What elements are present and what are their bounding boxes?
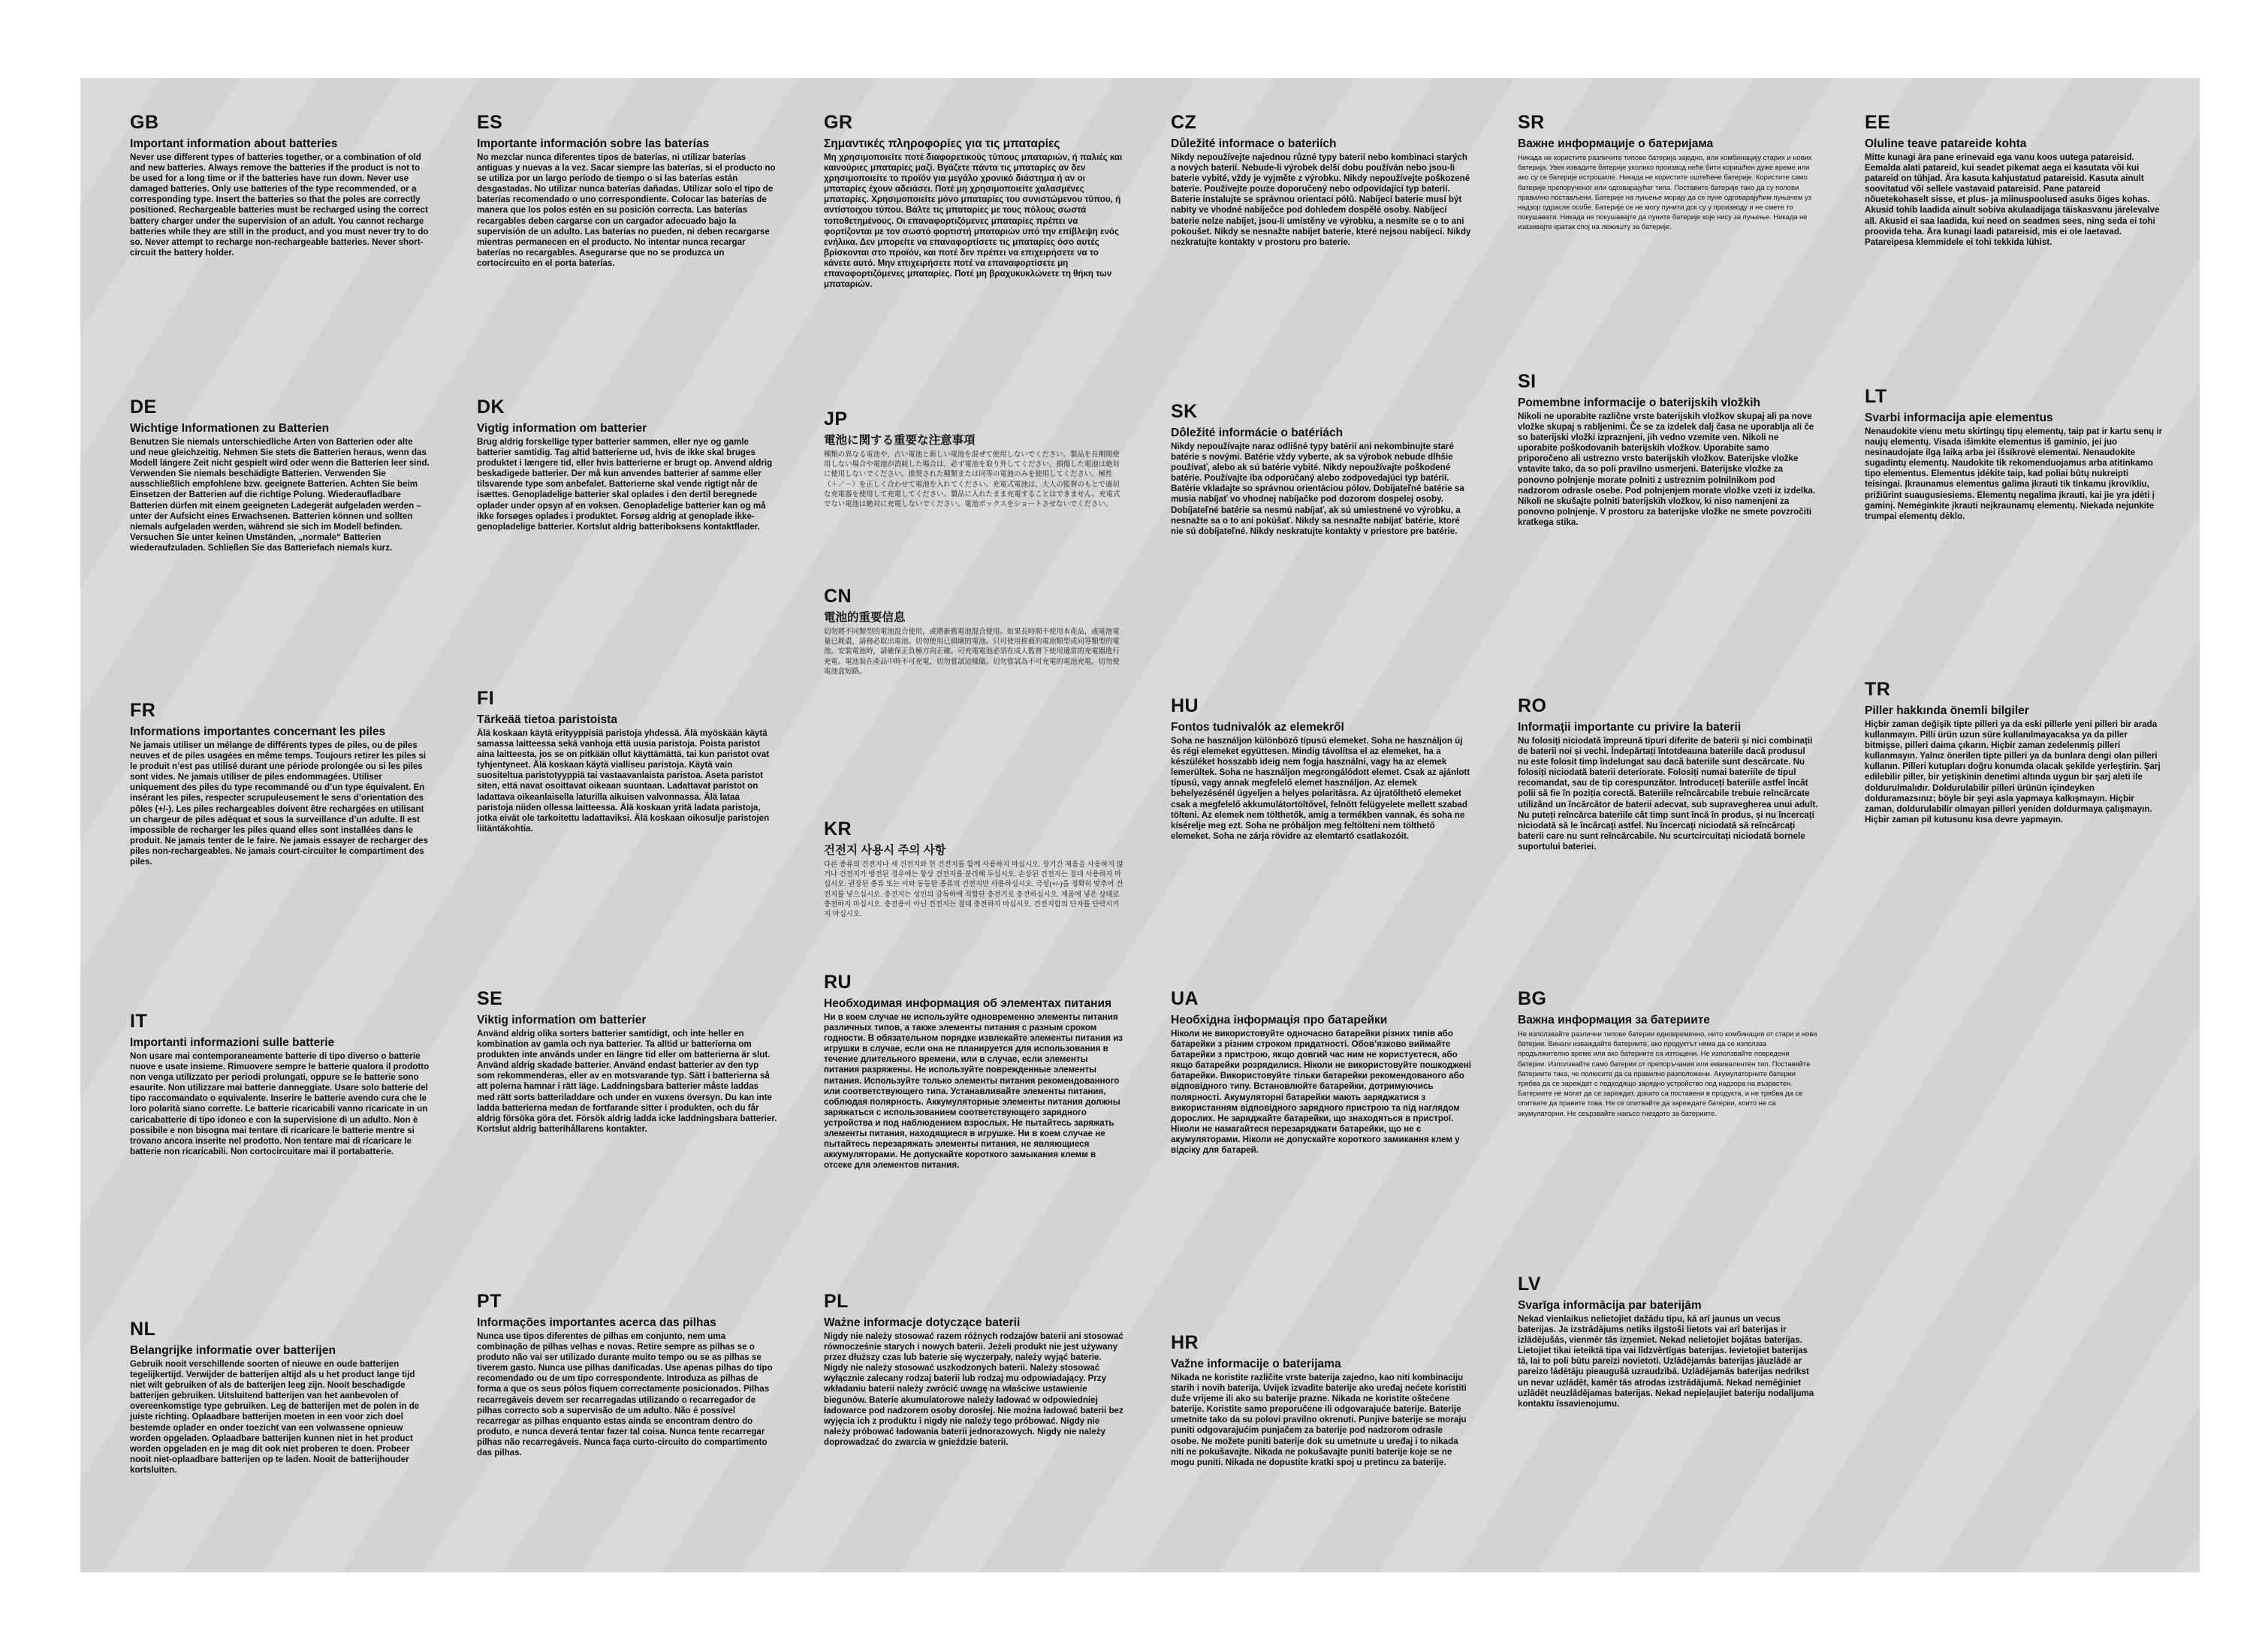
section-it bbox=[130, 1011, 430, 1157]
section-body: Ни в коем случае не используйте одновременно элементы питания различных типов, а также элементы питания с разным сроком годности. В обязательном порядке извлекайте элементы питания из игрушки в случае, если она не планируется для использования в течение длительного времени, или в случае, если элементы питания разряжены. Не используйте поврежденные элементы питания. Используйте только элементы питания рекомендованного или соответствующего типа. Устанавливайте элементы питания, соблюдая полярность. Аккумуляторные элементы питания должны заряжаться с использованием соответствующего зарядного устройства и под наблюдением взрослых. Не пытайтесь заряжать элементы питания, находящиеся в игрушке. Ни в коем случае не пытайтесь перезаряжать элементы питания, не являющиеся аккумуляторами. Не допускайте короткого замыкания клемм в отсеке для элементов питания. bbox=[824, 1012, 1123, 1171]
section-nl bbox=[130, 1319, 430, 1476]
section-pl bbox=[824, 1291, 1124, 1448]
section-title: 電池に関する重要な注意事項 bbox=[824, 434, 976, 447]
section-body: Benutzen Sie niemals unterschiedliche Arten von Batterien oder alte und neue gleichzeitig. Nehmen Sie stets die Batterien heraus, wenn das Modell längere Zeit nicht gespielt wird oder wenn die Batterien leer sind. Verwenden Sie niemals beschädigte Batterien. Verwenden Sie ausschließlich empfohlene bzw. geeignete Batterien. Achten Sie beim Einsetzen der Batterien auf die richtige Polung. Wiederaufladbare Batterien dürfen mit einem geeigneten Ladegerät aufgeladen werden – unter der Aufsicht eines Erwachsenen. Batterien können und sollten niemals aufgeladen werden, während sie sich im Modell befinden. Versuchen Sie unter keinen Umständen, „normale“ Batterien wiederaufzuladen. Schließen Sie das Batteriefach niemals kurz. bbox=[130, 437, 430, 553]
language-code: RU bbox=[824, 972, 852, 993]
section-body: Никада не користите различите типове батерија заједно, или комбинацију старих и нових батерија. Увек извадите батерије уколико производ неће бити коришћен дуже време или ако су се батерије истрошиле. Никада не користите оштећене батерије. Користите само батерије препорученог или одговарајућег типа. Поставите батерије тако да су полови правилно постављени. Батерије на пуњење морају да се пуне одговарајућим пуњачем уз надзор одрасле особе. Батерије се не могу пунити док су у производу и не смете то покушавати. Никада не покушавајте да пуните батерије које нису за пуњење. Никада не изазивајте кратак спој на лежишту за батерије. bbox=[1518, 153, 1812, 231]
section-title: Ważne informacje dotyczące baterii bbox=[824, 1316, 1021, 1329]
language-code: SR bbox=[1518, 112, 1545, 133]
section-es bbox=[477, 112, 777, 269]
language-code: KR bbox=[824, 818, 852, 840]
section-body: 種類の異なる電池や、古い電池と新しい電池を混ぜて使用しないでください。製品を長期間使用しない場合や電池が消耗した場合は、必ず電池を取り外してください。損傷した電池は絶対に使用しないでください。推奨された種類または同等の電池のみを使用してください。極性（＋／－）を正しく合わせて電池を入れてください。充電式電池は、大人の監督のもとで適切な充電器を使用して充電してください。製品に入れたまま充電することはできません。充電式でない電池は絶対に充電しないでください。電池ボックスをショートさせないでください。 bbox=[824, 450, 1120, 508]
section-body: No mezclar nunca diferentes tipos de baterías, ni utilizar baterías antiguas y nuevas a la vez. Sacar siempre las baterías, si el producto no se utiliza por un largo período de tiempo o si las baterías están desgastadas. No utilizar nunca baterías dañadas. Utilizar solo el tipo de baterías recomendado o uno correspondiente. Colocar las baterías de manera que los polos estén en su posición correcta. Las baterías recargables deben cargarse con un cargador adecuado bajo la supervisión de un adulto. Las baterías no pueden, ni deben recargarse mientras permanecen en el producto. No intentar nunca recargar baterías no recargables. Asegurarse que no se produzca un cortocircuito en el porta baterías. bbox=[477, 152, 776, 268]
section-title: Важне информације о батеријама bbox=[1518, 137, 1714, 150]
language-code: HR bbox=[1171, 1332, 1199, 1353]
section-title: Важна информация за батериите bbox=[1518, 1014, 1710, 1026]
section-body: Älä koskaan käytä erityyppisiä paristoja yhdessä. Älä myöskään käytä samassa laitteessa sekä vanhoja että uusia paristoja. Poista paristot aina laitteesta, jos se on pitkään ollut käyttämättä, tai kun paristot ovat tyhjentyneet. Älä koskaan käytä vialliseu paristoja. Käytä vain suositeltua paristotyyppiä tai vastaavanlaista paristoa. Aseta paristot siten, että navat osoittavat oikeaan suuntaan. Ladattavat paristot on ladattava oikeanlaisella laturilla aikuisen valvonnassa. Älä lataa paristoja niiden ollessa laitteessa. Älä koskaan yritä ladata paristoja, jotka eivät ole tarkoitettu ladattaviksi. Älä koskaan oikosulje paristojen liitäntäkohtia. bbox=[477, 728, 770, 834]
section-title: Dôležité informácie o batériách bbox=[1171, 427, 1344, 439]
section-body: Nikdy nepoužívejte najednou různé typy baterií nebo kombinaci starých a nových baterií. Nebude-li výrobek delší dobu používán nebo jsou-li baterie vybité, vždy je vyjměte z výrobku. Nikdy nepoužívejte poškozené baterie. Používejte pouze doporučený nebo odpovídající typ baterií. Baterie instalujte se správnou orientací pólů. Nabíjecí baterie musí být nabity ve vhodné nabíječce pod dohledem dospělé osoby. Nabíjecí baterie nelze nabíjet, jsou-li umístěny ve výrobku, a nesmíte se o to ani pokoušet. Nikdy se nesnažte nabíjet baterie, které nejsou nabíjecí. Nikdy nezkratujte kontakty v prostoru pro baterie. bbox=[1171, 152, 1471, 247]
section-title: Pomembne informacije o baterijskih vložkih bbox=[1518, 396, 1761, 409]
section-title: Необходимая информация об элементах питания bbox=[824, 997, 1112, 1010]
section-body: Ne jamais utiliser un mélange de différents types de piles, ou de piles neuves et de piles usagées en même temps. Toujours retirer les piles si le produit n’est pas utilisé durant une période prolongée ou si les piles sont vides. Ne jamais utiliser de piles endommagées. Utiliser uniquement des piles du type recommandé ou d’un type équivalent. En insérant les piles, respecter scrupuleusement le sens d’orientation des pôles (+/-). Les piles rechargeables doivent être rechargées en utilisant un chargeur de piles adéquat et sous la surveillance d’un adulte. Il est impossible de recharger les piles quand elles sont installées dans le produit. Ne jamais tenter de le faire. Ne jamais essayer de recharger des piles non-rechargeables. Ne jamais court-circuiter le compartiment des piles. bbox=[130, 740, 428, 867]
section-se bbox=[477, 988, 777, 1135]
section-sr bbox=[1518, 112, 1818, 232]
section-title: Svarbi informacija apie elementus bbox=[1865, 411, 2053, 424]
section-cz bbox=[1171, 112, 1471, 248]
section-sk bbox=[1171, 401, 1471, 537]
language-code: HU bbox=[1171, 695, 1199, 716]
section-hu bbox=[1171, 695, 1471, 842]
section-fi bbox=[477, 688, 777, 834]
language-code: GR bbox=[824, 112, 853, 133]
section-title: Belangrijke informatie over batterijen bbox=[130, 1344, 336, 1357]
language-code: BG bbox=[1518, 988, 1547, 1009]
section-title: Σημαντικές πληροφορίες για τις μπαταρίες bbox=[824, 137, 1060, 150]
section-ru bbox=[824, 972, 1124, 1171]
section-body: Never use different types of batteries together, or a combination of old and new batteries. Always remove the batteries if the product is not to be used for a long time or if the batteries have run down. Never use damaged batteries. Only use batteries of the type recommended, or a corresponding type. Insert the batteries so that the poles are correctly positioned. Rechargeable batteries must be recharged using the correct battery charger under the supervision of an adult. You cannot recharge batteries while they are still in the product, and you must never try to do so. Never attempt to recharge non-rechargeable batteries. Never short-circuit the battery holder. bbox=[130, 152, 429, 258]
language-code: PL bbox=[824, 1291, 849, 1312]
section-body: Nikdy nepoužívajte naraz odlišné typy batérií ani nekombinujte staré batérie s novými. Batérie vždy vyberte, ak sa výrobok nebude dlhšie používať, alebo ak sú batérie vybité. Nikdy nepoužívajte poškodené batérie. Používajte iba odporúčaný alebo zodpovedajúci typ batérií. Batérie vkladajte so správnou orientáciou pólov. Dobíjateľné batérie sa musia nabíjať vo vhodnej nabíjačke pod dozorom dospelej osoby. Dobíjateľné batérie sa nesmú nabíjať, ak sú umiestnené vo výrobku, a nesnažte sa o to ani pokúšať. Nikdy sa nesnažte nabíjať batérie, ktoré nie sú dobíjateľné. Nikdy neskratujte kontakty v priestore pre batérie. bbox=[1171, 442, 1464, 536]
section-gb bbox=[130, 112, 430, 258]
section-body: Не използвайте различни типове батерии едновременно, нито комбинация от стари и нови батерии. Винаги изваждайте батериите, ако продуктът няма да се използва продължително време или ако батериите са изтощени. Не използвайте повредени батерии. Използвайте само батерии от препоръчания или еквивалентен тип. Поставяйте батериите така, че полюсите да са правилно разположени. Акумулаторните батерии трябва да се зареждат с подходящо зарядно устройство под надзора на възрастен. Батериите не могат да се зареждат, докато са поставени в продукта, и не трябва да се опитвате да правите това. Не се опитвайте да зареждате батерии, които не са акумулаторни. Не свързвайте накъсо гнездото за батериите. bbox=[1518, 1029, 1817, 1117]
section-ro bbox=[1518, 695, 1818, 852]
language-code: GB bbox=[130, 112, 159, 133]
section-body: Nigdy nie należy stosować razem różnych rodzajów baterii ani stosować równocześnie starych i nowych baterii. Jeżeli produkt nie jest używany przez dłuższy czas lub baterie się wyczerpały, należy wyjąć baterie. Nigdy nie należy stosować uszkodzonych baterii. Należy stosować wyłącznie zalecany rodzaj baterii lub rodzaj mu odpowiadający. Przy wkładaniu baterii należy zwrócić uwagę na właściwe ustawienie biegunów. Baterie akumulatorowe należy ładować w odpowiedniej ładowarce pod nadzorem osoby dorosłej. Nie można ładować baterii bez wyjęcia ich z produktu i nigdy nie należy tego próbować. Nigdy nie należy próbować ładowania baterii jednorazowych. Nigdy nie należy doprowadzać do zwarcia w gnieździe baterii. bbox=[824, 1331, 1123, 1447]
language-code: SK bbox=[1171, 401, 1198, 422]
language-code: JP bbox=[824, 408, 848, 430]
section-kr bbox=[824, 818, 1124, 918]
section-ee bbox=[1865, 112, 2165, 248]
section-title: Informações importantes acerca das pilhas bbox=[477, 1316, 716, 1329]
section-title: Oluline teave patareide kohta bbox=[1865, 137, 2027, 150]
language-code: LV bbox=[1518, 1274, 1542, 1295]
section-pt bbox=[477, 1291, 777, 1458]
section-body: Nekad vienlaikus nelietojiet dažādu tipu, kā arī jaunus un vecus baterijas. Ja izstrādājums netiks ilgstoši lietots vai arī baterijas ir izlādējušās, vienmēr tās izņemiet. Nekad nelietojiet bojātas baterijas. Lietojiet tikai ieteiktā tipa vai līdzvērtīgas baterijas. Ievietojiet baterijas tā, lai to poli būtu pareizi novietoti. Uzlādējamās baterijas jāuzlādē ar pareizo lādētāju pieaugušā uzraudzībā. Uzlādējamās baterijas nedrīkst un nevar uzlādēt, kamēr tās atrodas izstrādājumā. Nekad nemēģiniet uzlādēt neuzlādējamas baterijas. Nekad nepieļaujiet bateriju nodalījuma kontaktu īssavienojumu. bbox=[1518, 1314, 1814, 1409]
section-body: 切勿將不同類型的電池混合使用，或將新舊電池混合使用。如果長時間不使用本產品，或電池電量已耗盡，請務必取出電池。切勿使用已損壞的電池。只可使用推薦的電池類型或同等類型的電池。安裝電池時，請確保正負極方向正確。可充電電池必須在成人監督下使用適當的充電器進行充電。電池裝在產品中時不可充電，切勿嘗試這樣做。切勿嘗試為不可充電的電池充電。切勿使電池盒短路。 bbox=[824, 627, 1120, 675]
language-code: NL bbox=[130, 1319, 156, 1340]
section-title: Vigtig information om batterier bbox=[477, 422, 647, 435]
section-body: Använd aldrig olika sorters batterier samtidigt, och inte heller en kombination av gamla och nya batterier. Ta alltid ur batterierna om produkten inte används under en längre tid eller om batterierna är slut. Använd aldrig skadade batterier. Använd endast batterier av den typ som rekommenderas, eller av en motsvarande typ. Sätt i batterierna så att polerna hamnar i rätt läge. Laddningsbara batterier måste laddas med rätt sorts batteriladdare och under en vuxens översyn. Du kan inte ladda batterierna medan de fortfarande sitter i produkten, och du får aldrig försöka göra det. Försök aldrig ladda icke laddningsbara batterier. Kortslut aldrig batterihållarens kontakter. bbox=[477, 1029, 777, 1134]
section-body: Nu folosiți niciodată împreună tipuri diferite de baterii și nici combinații de baterii noi și vechi. Îndepărtați întotdeauna bateriile dacă produsul nu este folosit timp îndelungat sau dacă bateriile sunt descărcate. Nu folosiți niciodată baterii deteriorate. Folosiți numai bateriile de tipul recomandat, sau de tip corespunzător. Introduceți bateriile astfel încât polii să fie în poziția corectă. Bateriile reîncărcabile trebuie reîncărcate utilizând un încărcător de baterii adecvat, sub supravegherea unui adult. Nu puteți reîncărca bateriile cât timp sunt încă în produs, și nu încercați niciodată să le încărcați astfel. Nu încercați niciodată să reîncărcați baterii care nu sunt reîncărcabile. Nu scurtcircuitați niciodată bornele suportului bateriei. bbox=[1518, 736, 1818, 852]
language-code: ES bbox=[477, 112, 503, 133]
language-code: SE bbox=[477, 988, 503, 1009]
section-title: Fontos tudnivalók az elemekről bbox=[1171, 721, 1344, 734]
section-body: 다른 종류의 건전지나 새 건전지와 헌 건전지를 함께 사용하지 마십시오. 장기간 제품을 사용하지 않거나 건전지가 방전된 경우에는 항상 건전지를 분리해 두십시오. 손상된 건전지는 절대 사용하지 마십시오. 권장된 종류 또는 이와 동등한 종류의 건전지만 사용하십시오. 극성(+/-)을 정확히 맞추어 건전지를 넣으십시오. 충전지는 성인의 감독하에 적합한 충전기로 충전하십시오. 제품에 넣은 상태로 충전하지 마십시오. 충전용이 아닌 건전지는 절대 충전하지 마십시오. 건전지함의 단자를 단락시키지 마십시오. bbox=[824, 860, 1123, 918]
section-cn bbox=[824, 586, 1124, 676]
section-body: Ніколи не використовуйте одночасно батарейки різних типів або батарейки з різним строком придатності. Обов’язково виймайте батарейки з пристрою, якщо довгий час ним не користуєтеся, або якщо батарейки розрядилися. Ніколи не використовуйте пошкоджені батарейки. Використовуйте тільки батарейки рекомендованого або відповідного типу. Встановлюйте батарейки, дотримуючись полярності. Акумуляторні батарейки мають заряджатися з використанням відповідного зарядного пристрою та під наглядом дорослих. Не заряджайте батарейки, що знаходяться в пристрої. Ніколи не намагайтеся перезаряджати батарейки, що не є акумуляторами. Ніколи не допускайте короткого замикання клем у відсіку для батарей. bbox=[1171, 1029, 1472, 1156]
section-gr bbox=[824, 112, 1124, 290]
section-lv bbox=[1518, 1274, 1818, 1409]
section-title: Důležité informace o bateriích bbox=[1171, 137, 1337, 150]
language-code: FR bbox=[130, 700, 156, 721]
language-code: SI bbox=[1518, 371, 1537, 392]
section-title: Viktig information om batterier bbox=[477, 1014, 647, 1026]
language-code: CZ bbox=[1171, 112, 1197, 133]
section-body: Brug aldrig forskellige typer batterier sammen, eller nye og gamle batterier samtidig. Tag altid batterierne ud, hvis de ikke skal bruges produktet i længere tid, eller hvis batterierne er brugt op. Anvend aldrig beskadigede batterier. Der må kun anvendes batterier af samme eller tilsvarende type som anbefalet. Batterierne skal vende rigtigt når de isættes. Genopladelige batterier skal oplades i den dertil beregnede oplader under opsyn af en voksen. Genopladelige batterier kan og må ikke forsøges oplades i produktet. Forsøg aldrig at genoplade ikke-genopladelige batterier. Kortslut aldrig batteriboksens kontaktflader. bbox=[477, 437, 773, 532]
language-code: DE bbox=[130, 396, 157, 418]
section-body: Nunca use tipos diferentes de pilhas em conjunto, nem uma combinação de pilhas velhas e novas. Retire sempre as pilhas se o produto não vai ser utilizado durante muito tempo ou se as pilhas se tiverem gasto. Nunca use pilhas danificadas. Use apenas pilhas do tipo recomendado ou de um tipo correspondente. Introduza as pilhas de forma a que os seus pólos fiquem correctamente posicionados. Pilhas recarregáveis devem ser recarregadas utilizando o recarregador de pilhas correcto sob a supervisão de um adulto. Não é possível recarregar as pilhas enquanto estas ainda se encontram dentro do produto, e nunca deverá tentar fazer tal coisa. Nunca tente recarregar pilhas não recarregáveis. Nunca faça curto-circuito do compartimento das pilhas. bbox=[477, 1331, 773, 1458]
language-code: EE bbox=[1865, 112, 1891, 133]
section-de bbox=[130, 396, 430, 553]
section-title: 電池的重要信息 bbox=[824, 611, 906, 624]
section-si bbox=[1518, 371, 1818, 528]
language-code: RO bbox=[1518, 695, 1547, 716]
section-body: Hiçbir zaman değişik tipte pilleri ya da eski pillerle yeni pilleri bir arada kullanmayın. Pilli ürün uzun süre kullanılmayacaksa ya da piller bitmişse, pilleri daima çıkarın. Hiçbir zaman zedelenmiş pilleri kullanmayın. Yalnız önerilen tipte pilleri ya da bunlara dengi olan pilleri kullanın. Pilleri kutupları doğru konumda olacak şekilde yerleştirin. Şarj edilebilir piller, bir yetişkinin denetimi altında uygun bir şarj aleti ile doldurulmalıdır. Doldurulabilir pilleri ürünün içindeyken dolduramazsınız; böyle bir şeyi asla yapmaya kalkışmayın. Hiçbir zaman, doldurulabilir olmayan pilleri yeniden doldurmaya çalışmayın. Hiçbir zaman pil kutusunu kısa devre yapmayın. bbox=[1865, 719, 2161, 824]
section-title: Informații importante cu privire la baterii bbox=[1518, 721, 1742, 734]
section-title: Importante información sobre las baterías bbox=[477, 137, 710, 150]
language-code: TR bbox=[1865, 679, 1891, 700]
section-body: Nikada ne koristite različite vrste baterija zajedno, kao niti kombinaciju starih i novih baterija. Uvijek izvadite baterije ako uređaj nećete koristiti duže vrijeme ili ako su baterije prazne. Nikada ne koristite oštećene baterije. Koristite samo preporučene ili odgovarajuće baterije. Baterije umetnite tako da su polovi pravilno okrenuti. Punjive baterije se moraju puniti odgovarajućim punjačem za baterije pod nadzorom odrasle osobe. Ne možete puniti baterije dok su umetnute u uređaj i to nikada niti ne pokušavajte. Nikada ne pokušavajte puniti baterije koje se ne mogu puniti. Nikada ne dopustite kratki spoj u pretincu za baterije. bbox=[1171, 1373, 1467, 1467]
section-ua bbox=[1171, 988, 1471, 1156]
section-title: Tärkeää tietoa paristoista bbox=[477, 713, 617, 726]
language-code: FI bbox=[477, 688, 495, 709]
language-code: CN bbox=[824, 586, 852, 607]
section-fr bbox=[130, 700, 430, 867]
language-code: UA bbox=[1171, 988, 1199, 1009]
section-title: Importanti informazioni sulle batterie bbox=[130, 1036, 335, 1049]
section-body: Nenaudokite vienu metu skirtingų tipų elementų, taip pat ir kartu senų ir naujų elementų. Visada išimkite elementus iš gaminio, jei juo nesinaudojate ilgą laiką arba jei išsikrovė elementai. Nenaudokite sugadintų elementų. Naudokite tik rekomenduojamus arba atitinkamo tipo elementus. Elementus įdėkite taip, kad poliai būtų nukreipti teisingai. Įkraunamus elementus galima įkrauti tik tinkamu įkrovikliu, prižiūrint suaugusiesiems. Elementų negalima įkrauti, kai jie yra įdėti į gaminį. Nemėginkite įkrauti neįkraunamų elementų. Niekada nejunkite trumpai elementų dėklo. bbox=[1865, 427, 2163, 521]
section-body: Non usare mai contemporaneamente batterie di tipo diverso o batterie nuove e usate insieme. Rimuovere sempre le batterie qualora il prodotto non venga utilizzato per periodi prolungati, oppure se le batterie sono esaurite. Non utilizzare mai batterie danneggiate. Usare solo batterie del tipo raccomandato o equivalente. Inserire le batterie avendo cura che le loro polarità siano corrette. Le batterie ricaricabili vanno ricaricate in un caricabatterie di tipo idoneo e con la supervisione di un adulto. Non è possibile e non bisogna mai tentare di ricaricare le batterie mentre si trovano ancora inserite nel prodotto. Non tentare mai di ricaricare le batterie non ricaricabili. Non cortocircuitare mai il portabatterie. bbox=[130, 1051, 430, 1156]
section-title: Informations importantes concernant les piles bbox=[130, 725, 386, 738]
language-code: IT bbox=[130, 1011, 148, 1032]
section-hr bbox=[1171, 1332, 1471, 1468]
section-lt bbox=[1865, 386, 2165, 522]
section-title: Important information about batteries bbox=[130, 137, 338, 150]
section-body: Gebruik nooit verschillende soorten of nieuwe en oude batterijen tegelijkertijd. Verwijder de batterijen altijd als u het product lange tijd niet wilt gebruiken of als de batterijen leeg zijn. Nooit beschadigde batterijen gebruiken. Uitsluitend batterijen van het aanbevolen of overeenkomstige type gebruiken. Leg de batterijen met de polen in de juiste richting. Oplaadbare batterijen moeten in een voor zich doel bestemde oplader en onder toezicht van een volwassene opnieuw worden opgeladen. Oplaadbare batterijen kunnen niet in het product worden opgeladen en je mag dit ook niet proberen te doen. Probeer nooit niet-oplaadbare batterijen op te laden. Nooit de batterijhouder kortsluiten. bbox=[130, 1359, 420, 1475]
battery-info-sheet bbox=[80, 78, 2200, 1572]
section-dk bbox=[477, 396, 777, 532]
section-bg bbox=[1518, 988, 1818, 1118]
section-body: Nikoli ne uporabite različne vrste baterijskih vložkov skupaj ali pa nove vložke skupaj s rabljenimi. Če se za izdelek dalj časa ne uporablja ali če so baterijski vložki izpraznjeni, jih vedno vzemite ven. Nikoli ne uporabite poškodovanih baterijskih vložkov. Uporabite samo priporočeno ali ustrezno vrsto baterijskih vložkov. Baterijske vložke vstavite tako, da so poli pravilno usmerjeni. Baterijske vložke za ponovno polnjenje morate polniti z ustreznim polnilnikom pod nadzorom odrasle osebe. Pod polnjenjem morate vložke vzeti iz izdelka. Nikoli ne skušajte polniti baterijskih vložkov, ki niso namenjeni za ponovno polnjenje. V prostoru za baterijske vložke ne smete povzročiti kratkega stika. bbox=[1518, 411, 1816, 527]
language-code: LT bbox=[1865, 386, 1887, 407]
section-title: Svarīga informācija par baterijām bbox=[1518, 1299, 1702, 1312]
section-title: Važne informacije o baterijama bbox=[1171, 1358, 1341, 1370]
language-code: PT bbox=[477, 1291, 502, 1312]
section-body: Soha ne használjon különböző típusú elemeket. Soha ne használjon új és régi elemeket együttesen. Mindig távolítsa el az elemeket, ha a készüléket hosszabb ideig nem fogja használni, vagy ha az elemek lemerültek. Soha ne használjon megrongálódott elemet. Csak az ajánlott típusú, vagy annak megfelelő elemet használjon. Az elemek behelyezésénél ügyeljen a helyes polaritásra. Az újratölthető elemeket csak a megfelelő akkumulátortöltővel, felnőtt felügyelete mellett szabad tölteni. Az elemek nem tölthetők, amíg a termékben vannak, és soha ne kísérelje meg ezt. Soha ne próbáljon meg feltölteni nem tölthető elemeket. Soha ne zárja rövidre az elemtartó csatlakozóit. bbox=[1171, 736, 1470, 841]
section-title: Необхідна інформація про батарейки bbox=[1171, 1014, 1388, 1026]
section-body: Mitte kunagi ära pane erinevaid ega vanu koos uutega patareisid. Eemalda alati patareid, kui seadet pikemat aega ei kasutata või kui patareid on tühjad. Ära kasuta kahjustatud patareisid. Kasuta ainult soovitatud või sellele vastavaid patareisid. Pane patareid nõuetekohaselt sisse, et plus- ja miinuspoolused asuks õiges kohas. Akusid tohib laadida ainult sobiva akulaadijaga täiskasvanu järelevalve all. Akusid ei saa laadida, kui need on seadmes sees, ning seda ei tohi proovida teha. Ära kunagi laadi patareisid, mis ei ole laetavad. Patareipesa klemmidele ei tohi tekkida lühist. bbox=[1865, 152, 2160, 247]
section-body: Μη χρησιμοποιείτε ποτέ διαφορετικούς τύπους μπαταριών, ή παλιές και καινούριες μπαταρίες μαζί. Βγάζετε πάντα τις μπαταρίες αν δεν χρησιμοποιείτε το προϊόν για μεγάλο χρονικό διάστημα ή αν οι μπαταρίες έχουν αδειάσει. Ποτέ μη χρησιμοποιείτε χαλασμένες μπαταρίες. Χρησιμοποιείτε μόνο μπαταρίες του συνιστώμενου τύπου, ή αντίστοιχου τύπου. Βάλτε τις μπαταρίες με τους πόλους σωστά τοποθετημένους. Οι επαναφορτιζόμενες μπαταρίες πρέπει να φορτίζονται με τον σωστό φορτιστή μπαταριών υπό την επίβλεψη ενός ενήλικα. Δεν μπορείτε να επαναφορτίσετε τις μπαταρίες όσο αυτές βρίσκονται στο προϊόν, και ποτέ δεν πρέπει να επιχειρήσετε να το κάνετε αυτό. Μην επιχειρήσετε ποτέ να επαναφορτίσετε μη επαναφορτιζόμενες μπαταρίες. Ποτέ μη βραχυκυκλώνετε τη θήκη των μπαταριών. bbox=[824, 152, 1123, 290]
section-title: Wichtige Informationen zu Batterien bbox=[130, 422, 330, 435]
section-jp bbox=[824, 408, 1124, 508]
section-title: Piller hakkında önemli bilgiler bbox=[1865, 704, 2029, 717]
section-tr bbox=[1865, 679, 2165, 825]
language-code: DK bbox=[477, 396, 505, 418]
section-title: 건전지 사용시 주의 사항 bbox=[824, 844, 946, 857]
